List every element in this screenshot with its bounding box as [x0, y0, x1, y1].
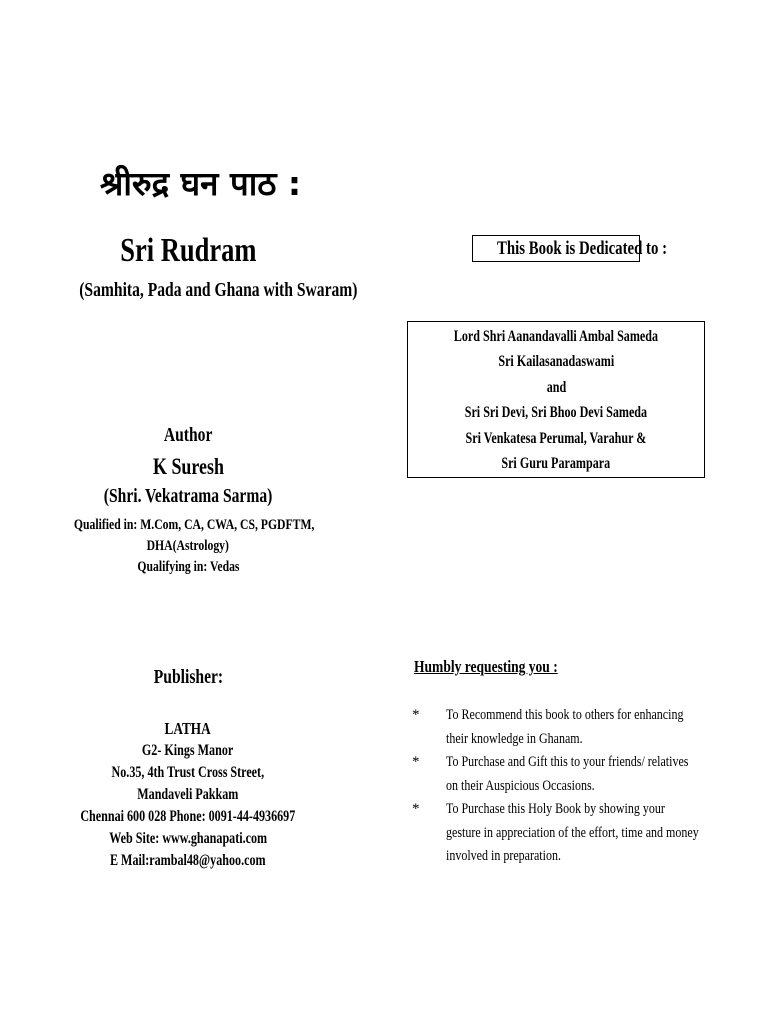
request-line: on their Auspicious Occasions. [446, 777, 595, 794]
request-text [446, 704, 684, 751]
publisher-name [40, 718, 336, 740]
qualification-text: Qualified in: M.Com, CA, CWA, CS, PGDFTM, [73, 517, 315, 533]
dedication-line [408, 426, 704, 451]
qualification-text: Qualifying in: Vedas [136, 559, 240, 575]
request-text [446, 798, 699, 869]
publisher-website [40, 828, 336, 850]
qualification-text: DHA(Astrology) [146, 538, 230, 554]
dedication-heading-text: This Book is Dedicated to : [496, 238, 668, 259]
dedication-line-text: and [546, 378, 566, 396]
publisher-email [40, 850, 336, 872]
publisher-line-text: G2- Kings Manor [142, 742, 234, 759]
request-line: To Purchase and Gift this to your friends/ relatives [446, 754, 689, 770]
dedication-line [408, 375, 704, 400]
publisher-line-text: Mandaveli Pakkam [137, 786, 239, 803]
dedication-line-text: Sri Guru Parampara [501, 455, 611, 473]
author-label [40, 424, 336, 447]
publisher-line-text: Chennai 600 028 Phone: 0091-44-4936697 [80, 808, 296, 825]
publisher-name-text: LATHA [164, 719, 212, 738]
dedication-line-text: Sri Kailasanadaswami [498, 353, 614, 371]
author-name-text: K Suresh [152, 454, 224, 479]
dedication-line-text: Sri Sri Devi, Sri Bhoo Devi Sameda [464, 404, 648, 422]
publisher-label-text: Publisher: [153, 666, 223, 688]
qualification-line [40, 515, 336, 536]
dedication-line [408, 451, 704, 476]
dedication-line [408, 400, 704, 425]
dedication-line-text: Sri Venkatesa Perumal, Varahur & [465, 429, 647, 447]
author-label-text: Author [163, 424, 213, 446]
qualification-line [40, 536, 336, 557]
publisher-phone-line [40, 806, 336, 828]
request-item [408, 751, 728, 798]
bullet-asterisk: * [412, 707, 420, 723]
request-item [408, 704, 728, 751]
dedication-line [408, 324, 704, 349]
book-subtitle-text: (Samhita, Pada and Ghana with Swaram) [79, 279, 358, 301]
dedication-heading [472, 235, 668, 262]
author-qualifications [40, 515, 336, 578]
bullet-asterisk: * [412, 801, 420, 817]
dedication-line-text: Lord Shri Aanandavalli Ambal Sameda [453, 328, 659, 345]
publisher-details [40, 718, 336, 872]
request-item [408, 798, 728, 869]
publisher-line-text: Web Site: www.ghanapati.com [109, 830, 267, 847]
publisher-address-line [40, 740, 336, 762]
publisher-line-text: No.35, 4th Trust Cross Street, [111, 764, 265, 781]
request-heading: Humbly requesting you : [414, 657, 558, 676]
dedication-line [408, 349, 704, 374]
request-line: involved in preparation. [446, 848, 561, 864]
book-title [40, 232, 336, 270]
author-name [40, 454, 336, 480]
author-alias [40, 485, 336, 508]
author-alias-text: (Shri. Vekatrama Sarma) [103, 485, 273, 507]
request-line: gesture in appreciation of the effort, time and money [446, 824, 699, 841]
publisher-label [40, 666, 336, 689]
request-text [446, 751, 689, 798]
request-list [408, 704, 728, 869]
bullet-asterisk: * [412, 754, 420, 770]
book-subtitle [40, 279, 358, 302]
dedication-box [407, 321, 705, 478]
sanskrit-title: श्रीरुद्र घन पाठ : [100, 164, 302, 203]
publisher-address-line [40, 762, 336, 784]
publisher-line-text: E Mail:rambal48@yahoo.com [110, 852, 266, 869]
request-line: their knowledge in Ghanam. [446, 730, 583, 747]
request-line: To Recommend this book to others for enhancing [446, 707, 684, 723]
request-line: To Purchase this Holy Book by showing your [446, 801, 665, 817]
publisher-address-line [40, 784, 336, 806]
book-title-text: Sri Rudram [119, 232, 257, 269]
qualification-line [40, 557, 336, 578]
